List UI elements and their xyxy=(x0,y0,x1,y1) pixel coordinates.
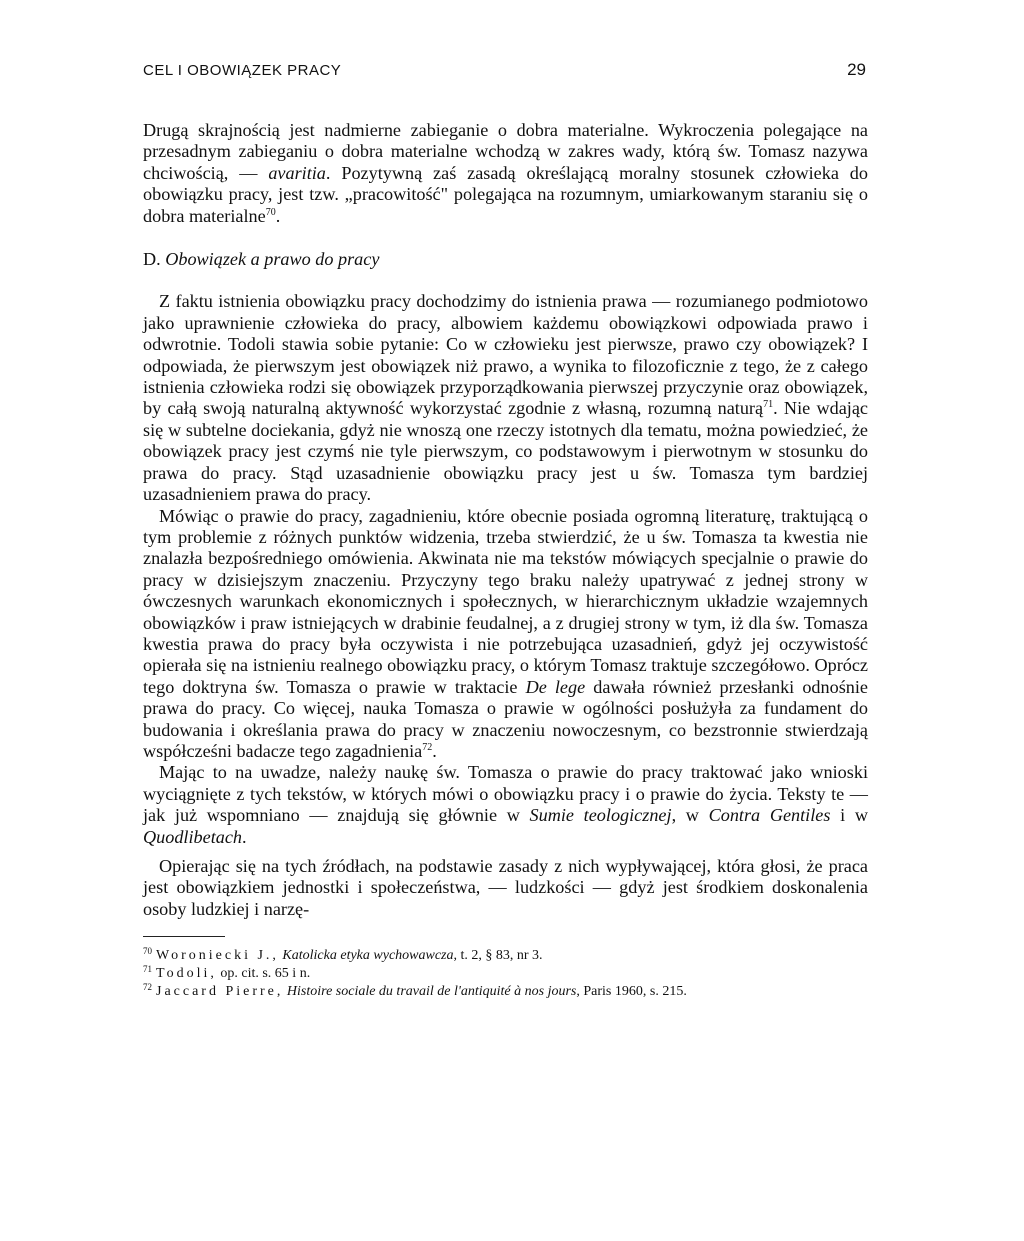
paragraph-5-text: Opierając się na tych źródłach, na podstawie zasady z nich wypływającej, która głosi, że praca jest obowiązkiem jednostki i społeczeństwa, — ludzkości — gdyż jest środkiem doskonalenia osoby ludzkiej i narzę- xyxy=(143,856,868,919)
footnote-ref-70[interactable]: 70 xyxy=(265,206,276,218)
footnote-title: Katolicka etyka wychowawcza xyxy=(282,948,454,964)
paragraph-gap xyxy=(143,848,868,856)
section-label: D. xyxy=(143,249,161,270)
paragraph-4-title-contra-gentiles: Contra Gentiles xyxy=(708,805,831,826)
paragraph-3-text-a: Mówiąc o prawie do pracy, zagadnieniu, które obecnie posiada ogromną literaturę, traktującą o tym problemie z różnych punktów widzenia, trzeba stwierdzić, że u św. Tomasza ta kwestia nie znalazła bezpośredniego omówienia. Akwinata nie ma tekstów mówiących specjalnie o prawie do pracy w dzisiejszym znaczeniu. Przyczyny tego braku należy upatrywać z jednej strony w ówczesnych warunkach ekonomicznych i społecznych, w hierarchicznym układzie wzajemnych obowiązków i praw istniejących w drabinie feudalnej, a z drugiej strony w tym, iż dla św. Tomasza kwestia prawa do pracy była oczywista i nie potrzebująca uzasadnień, gdyż jej oczywistość opierała się na istnieniu realnego obowiązku pracy, o którym Tomasz traktuje szczegółowo. Oprócz tego doktryna św. Tomasza o prawie w traktacie xyxy=(143,505,868,697)
footnote-mark: 72 xyxy=(143,981,152,992)
paragraph-3-text-b: dawała również przesłanki odnośnie prawa do pracy. Co więcej, nauka Tomasza o prawie w ogólności posłużyła za fundament do budowania i określania prawa do pracy w znaczeniu nowoczesnym, co bezstronnie stwierdzają współcześni badacze tego zagadnienia xyxy=(143,676,868,761)
paragraph-3 xyxy=(143,506,868,763)
paragraph-4-text-a: Mając to na uwadze, należy naukę św. Tomasza o prawie do pracy traktować jako wnioski wyciągnięte z tych tekstów, w których mówi o obowiązku pracy i o prawie do życia. Teksty te — jak już wspomniano — znajdują się głównie w xyxy=(143,762,868,826)
running-title: CEL I OBOWIĄZEK PRACY xyxy=(143,62,342,79)
footnote-mark: 71 xyxy=(143,963,152,974)
book-page xyxy=(143,60,868,1001)
paragraph-4-text-c: i w xyxy=(830,805,868,826)
running-head xyxy=(143,60,868,90)
paragraph-5 xyxy=(143,856,868,920)
footnote-70 xyxy=(143,947,868,965)
footnote-rest: op. cit. s. 65 i n. xyxy=(216,966,311,982)
paragraph-3-title-de-lege: De lege xyxy=(525,676,586,697)
footnote-mark: 70 xyxy=(143,945,152,956)
paragraph-4-text-d: . xyxy=(242,826,247,847)
paragraph-4-title-suma: Sumie teologicznej xyxy=(529,805,672,826)
paragraph-4 xyxy=(143,762,868,848)
section-title: Obowiązek a prawo do pracy xyxy=(165,249,380,270)
footnote-ref-72[interactable]: 72 xyxy=(422,741,433,753)
footnote-rest: , t. 2, § 83, nr 3. xyxy=(453,948,543,964)
footnote-title: Histoire sociale du travail de l'antiquité à nos jours xyxy=(286,984,577,1000)
paragraph-1-text-c: . xyxy=(275,205,281,226)
paragraph-2 xyxy=(143,291,868,505)
section-heading xyxy=(143,249,868,270)
footnote-rest: , Paris 1960, s. 215. xyxy=(576,984,687,1000)
paragraph-4-text-b: , w xyxy=(671,805,709,826)
paragraph-3-text-c: . xyxy=(432,740,437,761)
paragraph-4-title-quodlibeta: Quodlibetach xyxy=(143,826,243,847)
footnote-author: Todoli, xyxy=(156,966,217,982)
page-number: 29 xyxy=(847,60,866,79)
paragraph-1-text-a: Drugą skrajnością jest nadmierne zabieganie o dobra materialne. Wykroczenia polegające na przesadnym zabieganiu o dobra materialne wchodzą w zakres wady, którą św. Tomasz nazywa chciwością, — xyxy=(143,120,868,183)
footnote-71 xyxy=(143,965,868,983)
footnote-author: Woroniecki J., xyxy=(156,948,279,964)
paragraph-1-term-avaritia: avaritia xyxy=(268,162,326,183)
paragraph-2-text-a: Z faktu istnienia obowiązku pracy dochodzimy do istnienia prawa — rozumianego podmiotowo jako uprawnienie człowieka do pracy, albowiem każdemu obowiązkowi odpowiada prawo i odwrotnie. Todoli stawia sobie pytanie: Co w człowieku jest pierwsze, prawo czy obowiązek? I odpowiada, że pierwszym jest obowiązek niż prawo, a wynika to filozoficznie z tego, że z całego istnienia człowieka rodzi się obowiązek przyporządkowania pierwszej przyczynie oraz obowiązek, by całą swoją naturalną aktywność wykorzystać zgodnie z własną, rozumną naturą xyxy=(143,291,868,419)
footnote-author: Jaccard Pierre, xyxy=(156,984,284,1000)
paragraph-1-text-b: . Pozytywną zaś zasadą określającą moralny stosunek człowieka do obowiązku pracy, jest tzw. „pracowitość" polegająca na rozumnym, umiarkowanym staraniu się o dobra materialne xyxy=(143,162,868,226)
paragraph-2-text-b: . Nie wdając się w subtelne dociekania, gdyż nie wnoszą one rzeczy istotnych dla tematu, można powiedzieć, że obowiązek pracy jest czymś nie tyle pierwszym, co podstawowym i pierwotnym w stosunku do prawa do pracy. Stąd uzasadnienie obowiązku pracy jest u św. Tomasza tym bardziej uzasadnieniem prawa do pracy. xyxy=(143,398,868,505)
footnote-72 xyxy=(143,983,868,1001)
paragraph-1 xyxy=(143,120,868,227)
footnote-divider xyxy=(143,936,225,937)
footnote-ref-71[interactable]: 71 xyxy=(763,399,774,411)
